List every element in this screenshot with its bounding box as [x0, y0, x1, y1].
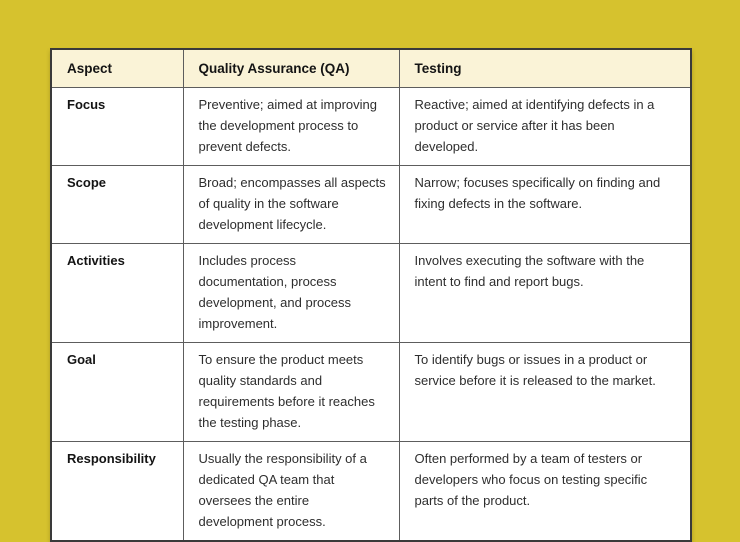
table-row-goal: [51, 343, 691, 442]
row-label-activities: Activities: [51, 244, 183, 343]
row-label-goal: Goal: [51, 343, 183, 442]
qa-vs-testing-table: [50, 48, 692, 542]
row-label-focus: Focus: [51, 88, 183, 166]
column-header-qa: Quality Assurance (QA): [183, 49, 399, 88]
cell-responsibility-qa: Usually the responsibility of a dedicated QA team that oversees the entire development process.: [183, 442, 399, 542]
cell-activities-testing: Involves executing the software with the intent to find and report bugs.: [399, 244, 691, 343]
column-header-testing: Testing: [399, 49, 691, 88]
cell-activities-qa: Includes process documentation, process development, and process improvement.: [183, 244, 399, 343]
cell-responsibility-testing: Often performed by a team of testers or developers who focus on testing specific parts of the product.: [399, 442, 691, 542]
cell-focus-qa: Preventive; aimed at improving the development process to prevent defects.: [183, 88, 399, 166]
table-row-activities: [51, 244, 691, 343]
row-label-responsibility: Responsibility: [51, 442, 183, 542]
table-row-responsibility: [51, 442, 691, 542]
row-label-scope: Scope: [51, 166, 183, 244]
cell-scope-testing: Narrow; focuses specifically on finding and fixing defects in the software.: [399, 166, 691, 244]
table-row-focus: [51, 88, 691, 166]
cell-scope-qa: Broad; encompasses all aspects of quality in the software development lifecycle.: [183, 166, 399, 244]
table-row-scope: [51, 166, 691, 244]
cell-goal-qa: To ensure the product meets quality standards and requirements before it reaches the testing phase.: [183, 343, 399, 442]
cell-focus-testing: Reactive; aimed at identifying defects in a product or service after it has been developed.: [399, 88, 691, 166]
table-header-row: [51, 49, 691, 88]
cell-goal-testing: To identify bugs or issues in a product or service before it is released to the market.: [399, 343, 691, 442]
column-header-aspect: Aspect: [51, 49, 183, 88]
